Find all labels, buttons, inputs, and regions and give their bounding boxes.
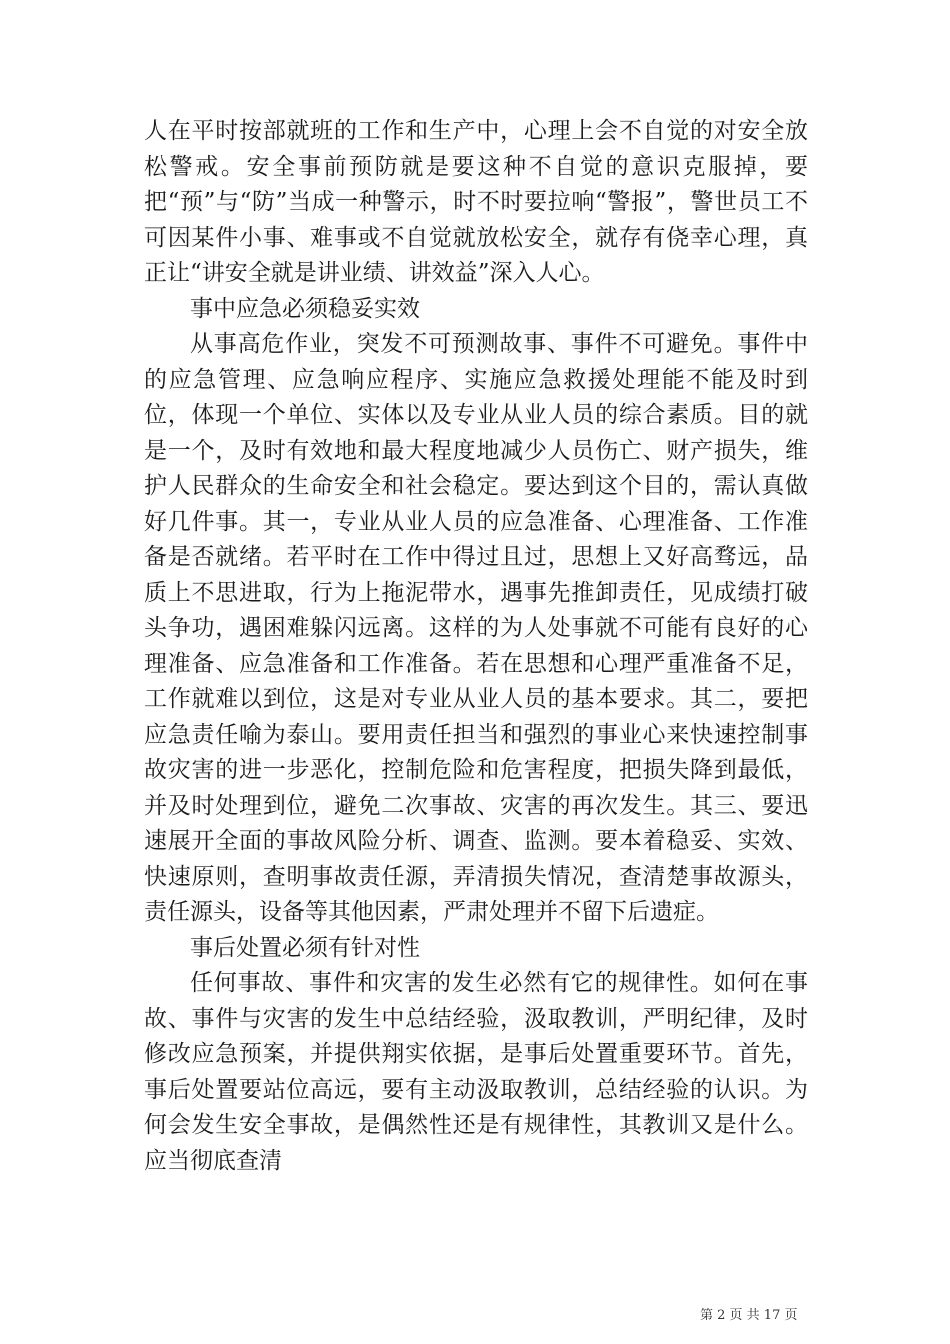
document-body <box>144 114 808 1179</box>
page-number-footer: 第 2 页 共 17 页 <box>700 1308 798 1323</box>
paragraph-post-incident: 任何事故、事件和灾害的发生必然有它的规律性。如何在事故、事件与灾害的发生中总结经验，汲取教训，严明纪律，及时修改应急预案，并提供翔实依据，是事后处置重要环节。首先，事后处置要站位高远，要有主动汲取教训，总结经验的认识。为何会发生安全事故，是偶然性还是有规律性，其教训又是什么。应当彻底查清 <box>144 970 808 1174</box>
section-heading-post-incident: 事后处置必须有针对性 <box>190 934 420 961</box>
paragraph-incident-response: 从事高危作业，突发不可预测故事、事件不可避免。事件中的应急管理、应急响应程序、实施应急救援处理能不能及时到位，体现一个单位、实体以及专业从业人员的综合素质。目的就是一个，及时有效地和最大程度地减少人员伤亡、财产损失，维护人民群众的生命安全和社会稳定。要达到这个目的，需认真做好几件事。其一，专业从业人员的应急准备、心理准备、工作准备是否就绪。若平时在工作中得过且过，思想上又好高骛远，品质上不思进取，行为上拖泥带水，遇事先推卸责任，见成绩打破头争功，遇困难躲闪远离。这样的为人处事就不可能有良好的心理准备、应急准备和工作准备。若在思想和心理严重准备不足，工作就难以到位，这是对专业从业人员的基本要求。其二，要把应急责任喻为泰山。要用责任担当和强烈的事业心来快速控制事故灾害的进一步恶化，控制危险和危害程度，把损失降到最低，并及时处理到位，避免二次事故、灾害的再次发生。其三、要迅速展开全面的事故风险分析、调查、监测。要本着稳妥、实效、快速原则，查明事故责任源，弄清损失情况，查清楚事故源头，责任源头，设备等其他因素，严肃处理并不留下后遗症。 <box>144 331 808 925</box>
paragraph-continuation: 人在平时按部就班的工作和生产中，心理上会不自觉的对安全放松警戒。安全事前预防就是要这种不自觉的意识克服掉，要把“预”与“防”当成一种警示，时不时要拉响“警报”，警世员工不可因某件小事、难事或不自觉就放松安全，就存有侥幸心理，真正让“讲安全就是讲业绩、讲效益”深入人心。 <box>144 118 808 286</box>
section-heading-incident-response: 事中应急必须稳妥实效 <box>190 295 420 322</box>
